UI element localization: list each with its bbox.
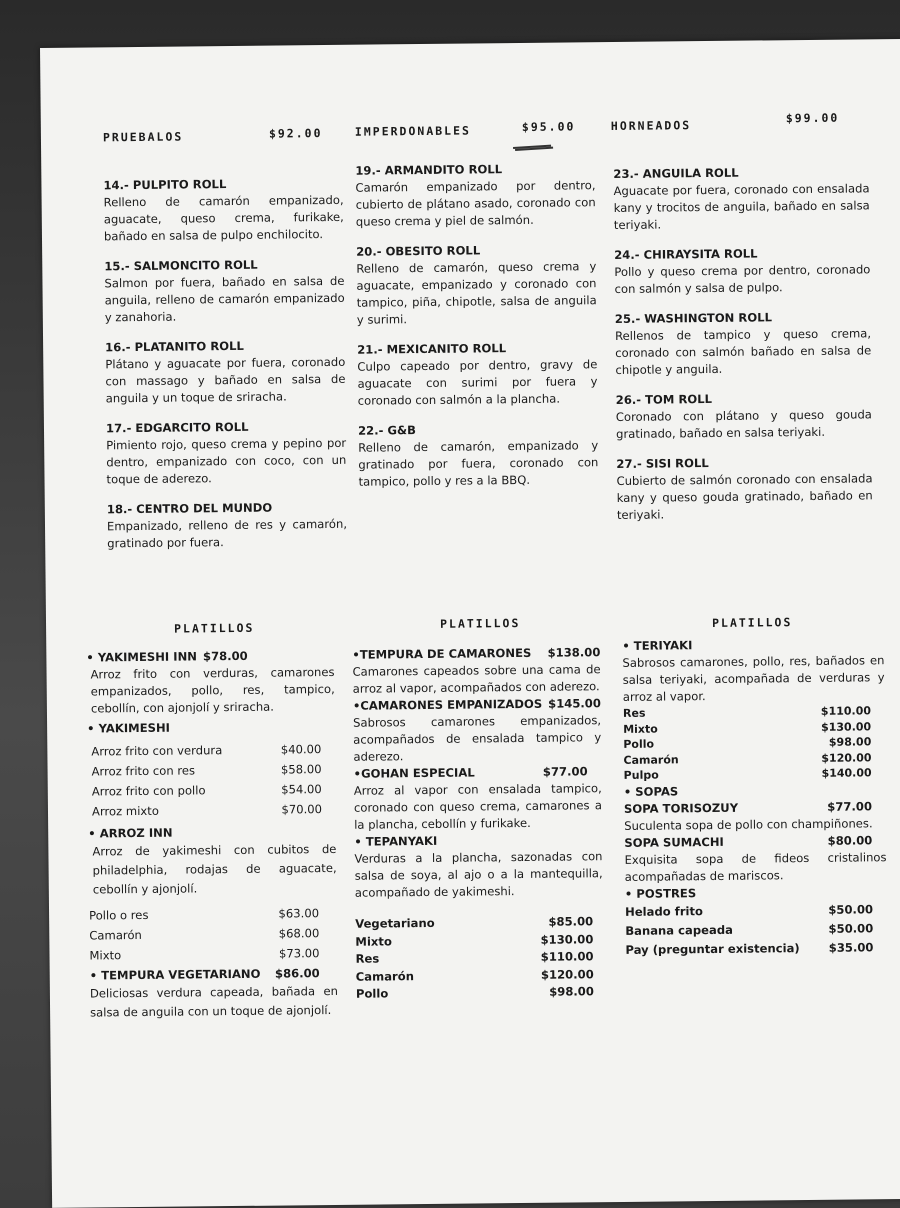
platillos-col-3: [622, 635, 887, 959]
item-desc: Cubierto de salmón coronado con ensalada kany y queso gouda gratinado, bañado en teriyaki.: [616, 471, 873, 522]
list-item: [616, 389, 873, 443]
item-desc: Exquisita sopa de fideos cristalinos acompañadas de mariscos.: [624, 849, 887, 884]
item-desc: Sabrosos camarones empanizados, acompañados de ensalada tampico y aderezo.: [353, 713, 602, 764]
arroz-inn: [88, 823, 337, 966]
row-name: Vegetariano: [355, 915, 435, 931]
price-row: [89, 943, 319, 965]
item-desc: Camarones capeados sobre una cama de arroz al vapor, acompañados con aderezo.: [352, 662, 601, 696]
item-title: 26.- TOM ROLL: [615, 391, 713, 407]
list-item: [613, 163, 870, 234]
list-item: [358, 420, 599, 491]
item-title: 17.- EDGARCITO ROLL: [105, 419, 249, 436]
list-item: [105, 337, 346, 408]
item-price: $78.00: [202, 648, 248, 664]
gohan-especial: [354, 763, 603, 834]
item-price: $86.00: [274, 966, 320, 981]
section-title: • YAKIMESHI: [87, 720, 171, 736]
row-price: $98.00: [549, 984, 594, 999]
list-item: [103, 175, 344, 246]
item-desc: Relleno de camarón, queso crema y aguacate, empanizado y coronado con tampico, piña, chipotle, salsa de anguila y surimi.: [356, 259, 597, 327]
list-item: [104, 256, 345, 327]
scribble-mark: [511, 143, 555, 153]
platillos-heading-3: PLATILLOS: [711, 615, 793, 630]
row-price: $130.00: [540, 931, 594, 947]
item-price: $138.00: [547, 645, 601, 660]
row-price: $35.00: [828, 939, 874, 955]
item-title: •CAMARONES EMPANIZADOS: [352, 696, 543, 713]
row-price: $63.00: [278, 906, 320, 921]
item-desc: Arroz frito con verduras, camarones empanizados, pollo, res, tampico, cebollín, con ajonjolí y sriracha.: [90, 664, 335, 716]
row-name: Arroz mixto: [91, 803, 159, 819]
section-title: • TEPANYAKI: [354, 833, 438, 849]
item-title: 19.- ARMANDITO ROLL: [355, 162, 503, 178]
row-price: $50.00: [828, 920, 874, 936]
platillos-heading-1: PLATILLOS: [174, 620, 255, 636]
row-price: $120.00: [540, 966, 594, 982]
row-price: $70.00: [281, 802, 323, 817]
list-item: [615, 308, 872, 379]
pruebalos-list: [103, 175, 347, 565]
teriyaki: [622, 635, 886, 783]
item-desc: Relleno de camarón empanizado, aguacate, queso crema, furikake, bañado en salsa de pulpo enchilocito.: [103, 192, 344, 244]
tempura-vegetariano: [90, 965, 339, 1023]
item-desc: Pollo y queso crema por dentro, coronado con salmón y salsa de pulpo.: [614, 262, 871, 296]
row-name: Pollo: [623, 737, 655, 751]
section-title-imperdonables: IMPERDONABLES: [354, 123, 471, 139]
camarones-empanizados: [353, 695, 602, 766]
item-title: SOPA SUMACHI: [624, 834, 724, 850]
row-price: $50.00: [828, 901, 874, 917]
row-name: Helado frito: [625, 903, 704, 919]
item-desc: Deliciosas verdura capeada, bañada en salsa de anguila con un toque de ajonjolí.: [89, 983, 338, 1020]
platillos-col-2: [352, 644, 604, 1003]
row-price: $58.00: [280, 762, 322, 777]
item-title: 21.- MEXICANITO ROLL: [357, 341, 507, 357]
item-title: 15.- SALMONCITO ROLL: [104, 257, 258, 274]
menu-sheet: [40, 39, 900, 1208]
tepanyaki: [354, 831, 604, 1003]
section-title-pruebalos: PRUEBALOS: [102, 129, 184, 145]
list-item: [614, 244, 871, 298]
yakimeshi: [87, 718, 336, 822]
section-title: • POSTRES: [624, 885, 697, 901]
item-desc: Sabrosos camarones, pollo, res, bañados en salsa teriyaki, acompañada de verduras y arroz al vapor.: [622, 653, 885, 704]
row-name: Camarón: [89, 927, 142, 943]
list-item: [106, 418, 347, 489]
row-price: $140.00: [821, 766, 872, 780]
item-title: • TEMPURA VEGETARIANO: [89, 966, 261, 983]
price-row: [91, 739, 321, 761]
item-price: $77.00: [827, 798, 873, 814]
row-price: $120.00: [821, 750, 872, 765]
item-price: $77.00: [542, 764, 588, 779]
yakimeshi-inn: [86, 647, 335, 718]
price-row: [624, 765, 872, 783]
row-name: Mixto: [89, 948, 122, 963]
price-row: [625, 919, 873, 941]
section-title: • SOPAS: [623, 783, 679, 799]
list-item: [357, 339, 598, 410]
postres: [625, 883, 888, 960]
sopas: [624, 781, 887, 886]
item-title: 24.- CHIRAYSITA ROLL: [614, 246, 758, 262]
row-name: Arroz frito con verdura: [91, 743, 223, 759]
row-price: $73.00: [278, 946, 320, 961]
item-title: 27.- SISI ROLL: [616, 456, 709, 471]
row-price: $54.00: [281, 782, 322, 797]
item-desc: Aguacate por fuera, coronado con ensalada kany y trocitos de anguila, bañado en salsa teriyaki.: [613, 181, 870, 232]
item-title: •TEMPURA DE CAMARONES: [352, 645, 532, 662]
row-name: Arroz frito con pollo: [91, 783, 206, 799]
row-price: $110.00: [820, 704, 872, 718]
item-desc: Salmon por fuera, bañado en salsa de anguila, relleno de camarón empanizado y zanahoria.: [104, 273, 345, 325]
price-row: [91, 759, 321, 781]
section-price-pruebalos: $92.00: [268, 126, 323, 141]
row-name: Mixto: [355, 933, 392, 949]
row-price: $130.00: [820, 719, 872, 734]
row-name: Banana capeada: [625, 922, 733, 938]
row-name: Camarón: [355, 968, 414, 984]
price-row: [89, 923, 319, 945]
item-title: 25.- WASHINGTON ROLL: [614, 310, 773, 326]
item-desc: Culpo capeado por dentro, gravy de aguacate con surimi por fuera y coronado con salmón a la plancha.: [357, 357, 598, 408]
price-row: [356, 983, 594, 1003]
horneados-list: [613, 163, 873, 537]
item-desc: Coronado con plátano y queso gouda gratinado, bañado en salsa teriyaki.: [615, 407, 872, 441]
price-row: [92, 779, 322, 801]
list-item: [355, 160, 596, 231]
item-desc: Arroz al vapor con ensalada tampico, coronado con queso crema, camarones a la plancha, cebollín y furikake.: [353, 781, 603, 832]
section-title-horneados: HORNEADOS: [610, 118, 692, 134]
item-desc: Relleno de camarón, empanizado y gratinado por fuera, coronado con tampico, pollo y res a la BBQ.: [358, 438, 599, 489]
item-title: 16.- PLATANITO ROLL: [105, 338, 244, 355]
row-name: Mixto: [623, 722, 658, 736]
item-title: 18.- CENTRO DEL MUNDO: [106, 500, 273, 517]
list-item: [107, 499, 348, 553]
item-desc: Rellenos de tampico y queso crema, coronado con salmón bañado en salsa de chipotle y anguila.: [614, 326, 872, 377]
item-title: • YAKIMESHI INN: [86, 649, 198, 665]
price-row: [625, 938, 873, 960]
list-item: [356, 241, 597, 329]
tempura-camarones: [352, 644, 601, 698]
item-desc: Suculenta sopa de pollo con champiñones.: [624, 815, 873, 833]
row-name: Arroz frito con res: [91, 763, 196, 779]
item-desc: Verduras a la plancha, sazonadas con salsa de soya, al ajo o a la mantequilla, acompañado de yakimeshi.: [354, 849, 603, 900]
item-title: 22.- G&B: [357, 423, 416, 438]
section-title: • TERIYAKI: [622, 638, 693, 653]
imperdonables-list: [355, 160, 599, 503]
platillos-col-1: [86, 647, 338, 1023]
item-price: $145.00: [548, 696, 601, 711]
row-name: Pollo o res: [89, 907, 149, 923]
item-desc: Camarón empanizado por dentro, cubierto de plátano asado, coronado con queso crema y piel de salmón.: [355, 178, 596, 229]
item-title: •GOHAN ESPECIAL: [353, 765, 475, 781]
price-row: [625, 900, 873, 922]
list-item: [616, 453, 873, 524]
row-name: Res: [622, 706, 646, 720]
row-name: Pay (preguntar existencia): [625, 940, 800, 957]
row-name: Res: [355, 951, 380, 966]
platillos-heading-2: PLATILLOS: [439, 616, 521, 631]
item-title: 23.- ANGUILA ROLL: [613, 165, 739, 182]
item-desc: Empanizado, relleno de res y camarón, gratinado por fuera.: [106, 516, 348, 551]
row-name: Pollo: [355, 986, 389, 1001]
section-title: • ARROZ INN: [88, 825, 173, 841]
price-row: [89, 903, 319, 925]
row-price: $68.00: [278, 926, 320, 941]
item-title: 20.- OBESITO ROLL: [356, 243, 481, 259]
row-price: $110.00: [540, 949, 594, 964]
item-title: SOPA TORISOZUY: [623, 800, 739, 816]
row-price: $40.00: [280, 742, 322, 757]
row-price: $98.00: [828, 735, 872, 749]
item-title: 14.- PULPITO ROLL: [103, 177, 227, 193]
price-row: [92, 799, 322, 821]
item-price: $80.00: [827, 832, 873, 848]
section-price-horneados: $99.00: [785, 110, 840, 126]
item-desc: Pimiento rojo, queso crema y pepino por dentro, empanizado con coco, con un toque de aderezo.: [106, 435, 347, 487]
item-desc: Plátano y aguacate por fuera, coronado con massago y bañado en salsa de anguila y un toque de sriracha.: [105, 354, 346, 406]
row-name: Pulpo: [623, 768, 659, 782]
row-price: $85.00: [548, 914, 594, 929]
item-desc: Arroz de yakimeshi con cubitos de philadelphia, rodajas de aguacate, cebollín y ajonjolí.: [92, 841, 337, 897]
row-name: Camarón: [623, 752, 679, 767]
section-price-imperdonables: $95.00: [521, 119, 576, 134]
